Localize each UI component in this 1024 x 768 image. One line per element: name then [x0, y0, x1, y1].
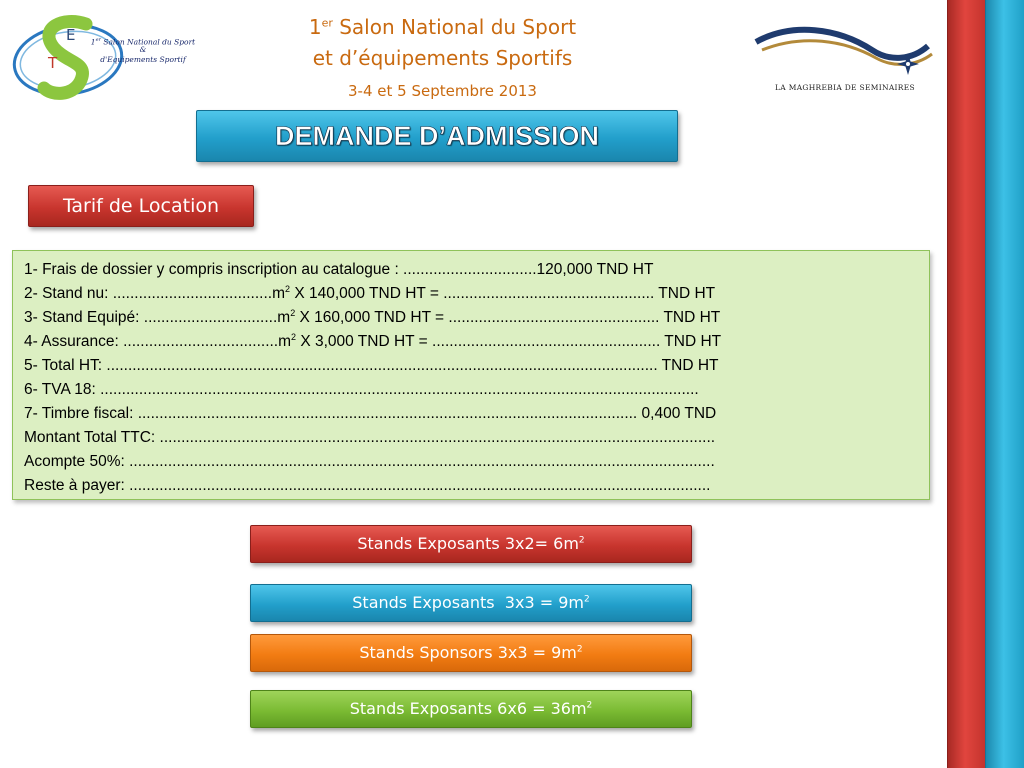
tarif-line [24, 426, 924, 450]
stand-label-sup: 2 [583, 594, 590, 605]
tarif-line [24, 258, 924, 282]
stand-exposants-3x2-button[interactable] [250, 525, 692, 563]
tarif-line-text: 6- TVA 18: ........................................................................................................................................... [24, 381, 699, 398]
stand-label-text: Stands Exposants 6x6 = 36m [349, 699, 587, 718]
stand-exposants-6x6-button[interactable] [250, 690, 692, 728]
stand-exposants-3x3-button[interactable] [250, 584, 692, 622]
maghrebia-logo [752, 20, 938, 104]
header-title-line1 [250, 15, 635, 39]
page-title-box [196, 110, 678, 162]
stand-label-sup: 2 [586, 700, 593, 711]
tarif-line-text: Acompte 50%: ........................................................................................................................................ [24, 453, 715, 470]
tarif-line [24, 354, 924, 378]
stand-label [251, 585, 691, 621]
header-dates: 3-4 et 5 Septembre 2013 [348, 82, 537, 100]
stand-label-sup: 2 [578, 535, 585, 546]
stand-label [251, 635, 691, 671]
tarif-line-text: 5- Total HT: ................................................................................................................................ TND HT [24, 357, 719, 374]
tarif-line-text-after: X 140,000 TND HT = ................................................. TND HT [290, 285, 716, 302]
side-bar-blue [985, 0, 1024, 768]
tarif-line [24, 378, 924, 402]
stand-label-text: Stands Exposants 3x2= 6m [357, 534, 579, 553]
stand-label-text: Stands Exposants 3x3 = 9m [352, 593, 584, 612]
tarif-label-box [28, 185, 254, 227]
logo-text-line1-rest: Salon National du Sport [100, 37, 196, 47]
tarif-line [24, 450, 924, 474]
maghrebia-logo-graphic [752, 20, 938, 82]
tarif-line-text: 4- Assurance: ....................................m [24, 333, 292, 350]
stand-label-text: Stands Sponsors 3x3 = 9m [359, 643, 577, 662]
logo-letter-e: E [66, 26, 76, 44]
tarif-line-text: 2- Stand nu: .....................................m [24, 285, 286, 302]
tarif-line-sup: 2 [285, 283, 291, 294]
tarif-line [24, 306, 924, 330]
side-bar-red [947, 0, 986, 768]
maghrebia-logo-text: LA MAGHREBIA DE SEMINAIRES [775, 83, 915, 92]
header-title-line2: et d’équipements Sportifs [312, 46, 573, 70]
tarif-list-box [12, 250, 930, 500]
logo-text-line2: & [139, 45, 147, 54]
tarif-line-text: Montant Total TTC: ................................................................................................................................. [24, 429, 716, 446]
tarif-line-sup: 2 [290, 307, 296, 318]
tarif-line-text: 3- Stand Equipé: ...............................m [24, 309, 291, 326]
stand-label [251, 691, 691, 727]
tarif-line-text: Reste à payer: ....................................................................................................................................... [24, 477, 711, 494]
header-title-sup: er [321, 16, 333, 30]
tarif-line [24, 330, 924, 354]
tarif-line-sup: 2 [291, 331, 297, 342]
stand-label [251, 526, 691, 562]
tarif-label: Tarif de Location [62, 195, 220, 217]
stand-sponsors-3x3-button[interactable] [250, 634, 692, 672]
tarif-line [24, 474, 924, 498]
tarif-list [24, 258, 924, 498]
stand-label-sup: 2 [576, 644, 583, 655]
tarif-line-text-after: X 3,000 TND HT = ..................................................... TND HT [296, 333, 722, 350]
logo-text-line1-sup: er [95, 37, 101, 43]
header-title-rest: Salon National du Sport [332, 15, 577, 39]
tarif-line-text-after: X 160,000 TND HT = ................................................. TND HT [295, 309, 721, 326]
tarif-line-text: 1- Frais de dossier y compris inscription au catalogue : ...............................120,000 TND HT [24, 261, 654, 278]
set-logo [8, 14, 196, 104]
tarif-line [24, 402, 924, 426]
logo-letter-t: T [48, 54, 58, 72]
page-title: DEMANDE D’ADMISSION [274, 121, 599, 151]
tarif-line [24, 282, 924, 306]
header-title-num: 1 [308, 15, 322, 39]
logo-text-line3: d'Equipements Sportif [100, 55, 186, 64]
tarif-line-text: 7- Timbre fiscal: .................................................................................................................... 0,400 TND [24, 405, 717, 422]
logo-text-line1-num: 1 [90, 37, 96, 47]
